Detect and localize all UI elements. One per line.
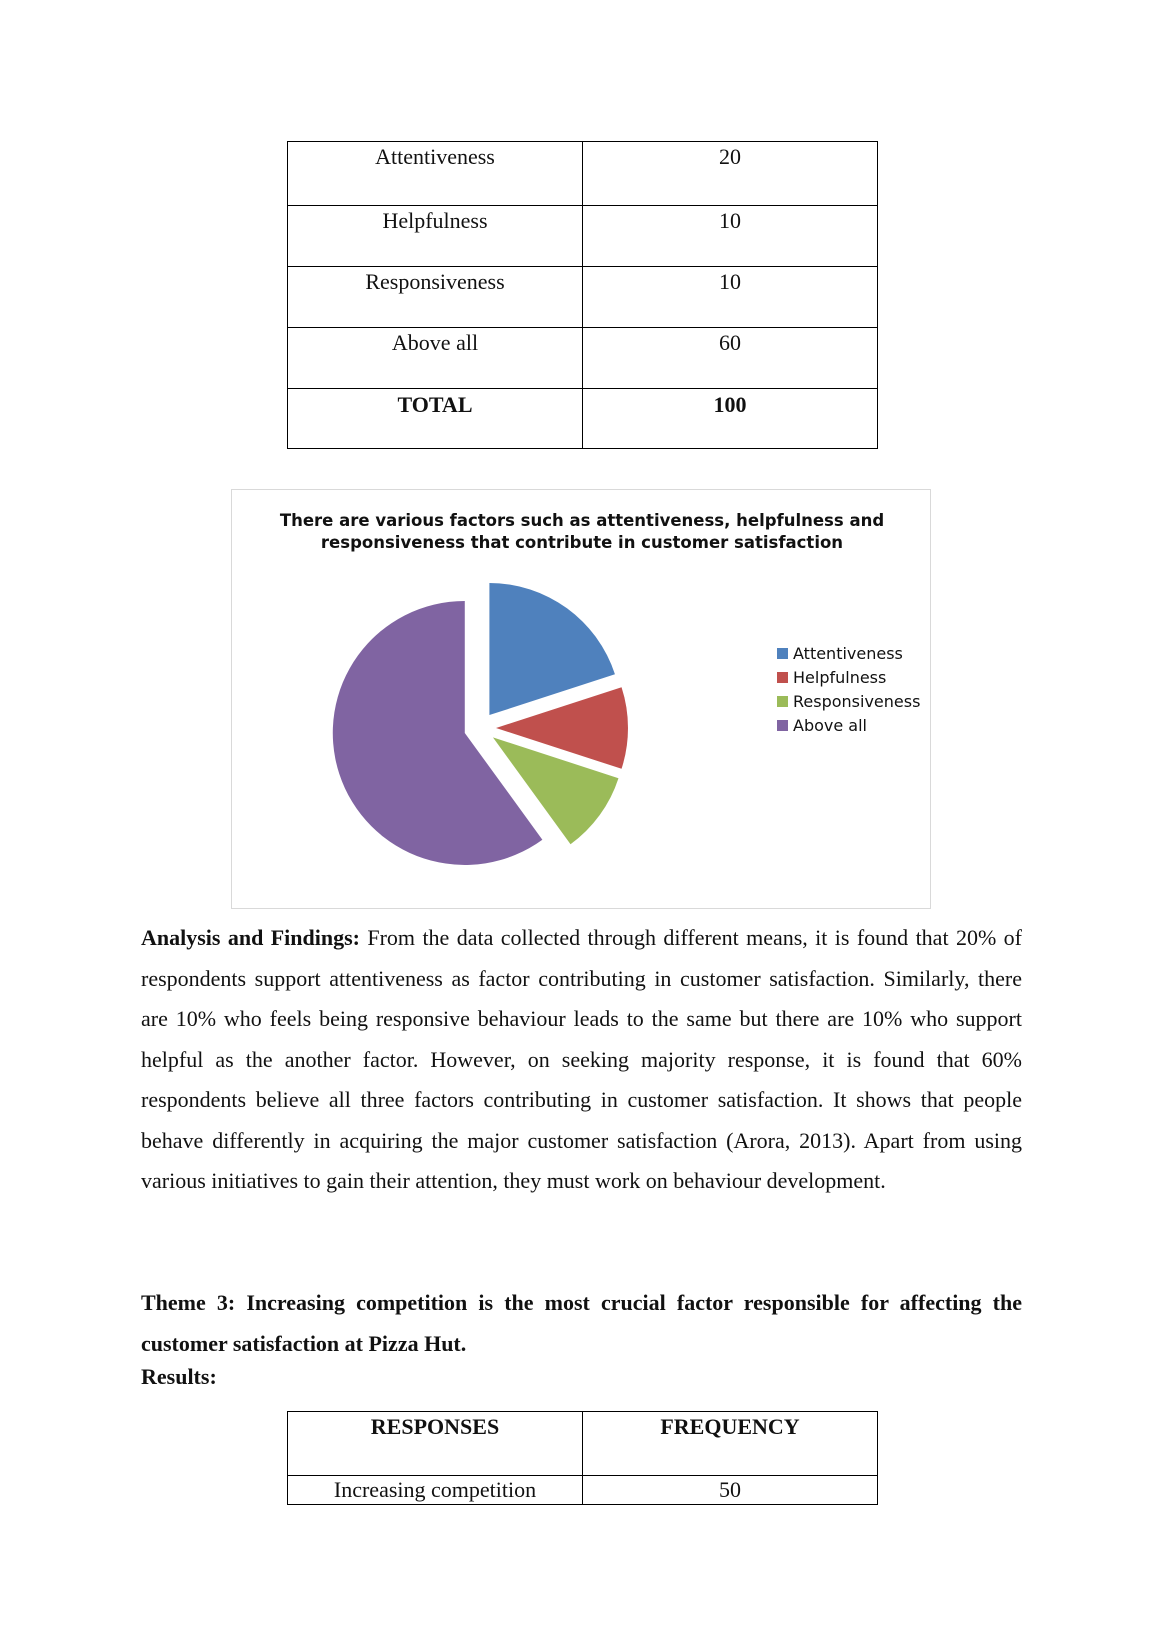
legend-label: Above all [793, 716, 867, 735]
pie-slices [333, 583, 628, 865]
theme3-heading: Theme 3: Increasing competition is the most crucial factor responsible for affecting the customer satisfaction at Pizza Hut. [141, 1290, 1022, 1356]
table-cell-frequency: 10 [583, 206, 878, 267]
table-cell-response: Attentiveness [288, 142, 583, 206]
table-row [288, 206, 878, 267]
legend-label: Helpfulness [793, 668, 887, 687]
table-cell-response: Increasing competition [288, 1476, 583, 1505]
table-row [288, 267, 878, 328]
table-cell-frequency: 60 [583, 328, 878, 389]
legend-label: Responsiveness [793, 692, 921, 711]
table-header-responses: RESPONSES [288, 1412, 583, 1476]
table-header-frequency: FREQUENCY [583, 1412, 878, 1476]
pie-slice-attentiveness [489, 583, 615, 715]
table-cell-frequency: 10 [583, 267, 878, 328]
chart-legend [777, 644, 920, 735]
analysis-heading: Analysis and Findings: [141, 925, 360, 950]
legend-swatch [777, 672, 788, 683]
factors-table [287, 141, 878, 449]
table-cell-response: Above all [288, 328, 583, 389]
table-cell-frequency: 20 [583, 142, 878, 206]
legend-swatch [777, 648, 788, 659]
table-total-value: 100 [583, 389, 878, 449]
chart-title-line-2: responsiveness that contribute in customer satisfaction [320, 533, 844, 552]
table-row [288, 1476, 878, 1505]
results-label: Results: [141, 1364, 217, 1389]
competition-table [287, 1411, 878, 1505]
table-header-row [288, 1412, 878, 1476]
legend-label: Attentiveness [793, 644, 903, 663]
table-total-label: TOTAL [288, 389, 583, 449]
analysis-text: From the data collected through different means, it is found that 20% of respondents support attentiveness as factor contributing in customer satisfaction. Similarly, there are 10% who feels being responsive behaviour leads to the same but there are 10% who support helpful as the another factor. However, on seeking majority response, it is found that 60% respondents believe all three factors contributing in customer satisfaction. It shows that people behave differently in acquiring the major customer satisfaction (Arora, 2013). Apart from using various initiatives to gain their attention, they must work on behaviour development. [141, 925, 1022, 1193]
table-row [288, 328, 878, 389]
pie-chart [231, 489, 931, 909]
table-cell-frequency: 50 [583, 1476, 878, 1505]
table-row [288, 142, 878, 206]
table-cell-response: Responsiveness [288, 267, 583, 328]
legend-swatch [777, 720, 788, 731]
pie-chart-svg [232, 490, 932, 910]
table-cell-response: Helpfulness [288, 206, 583, 267]
table-total-row [288, 389, 878, 449]
analysis-paragraph [141, 918, 1022, 1202]
chart-title-line-1: There are various factors such as attentiveness, helpfulness and [279, 511, 885, 530]
legend-swatch [777, 696, 788, 707]
